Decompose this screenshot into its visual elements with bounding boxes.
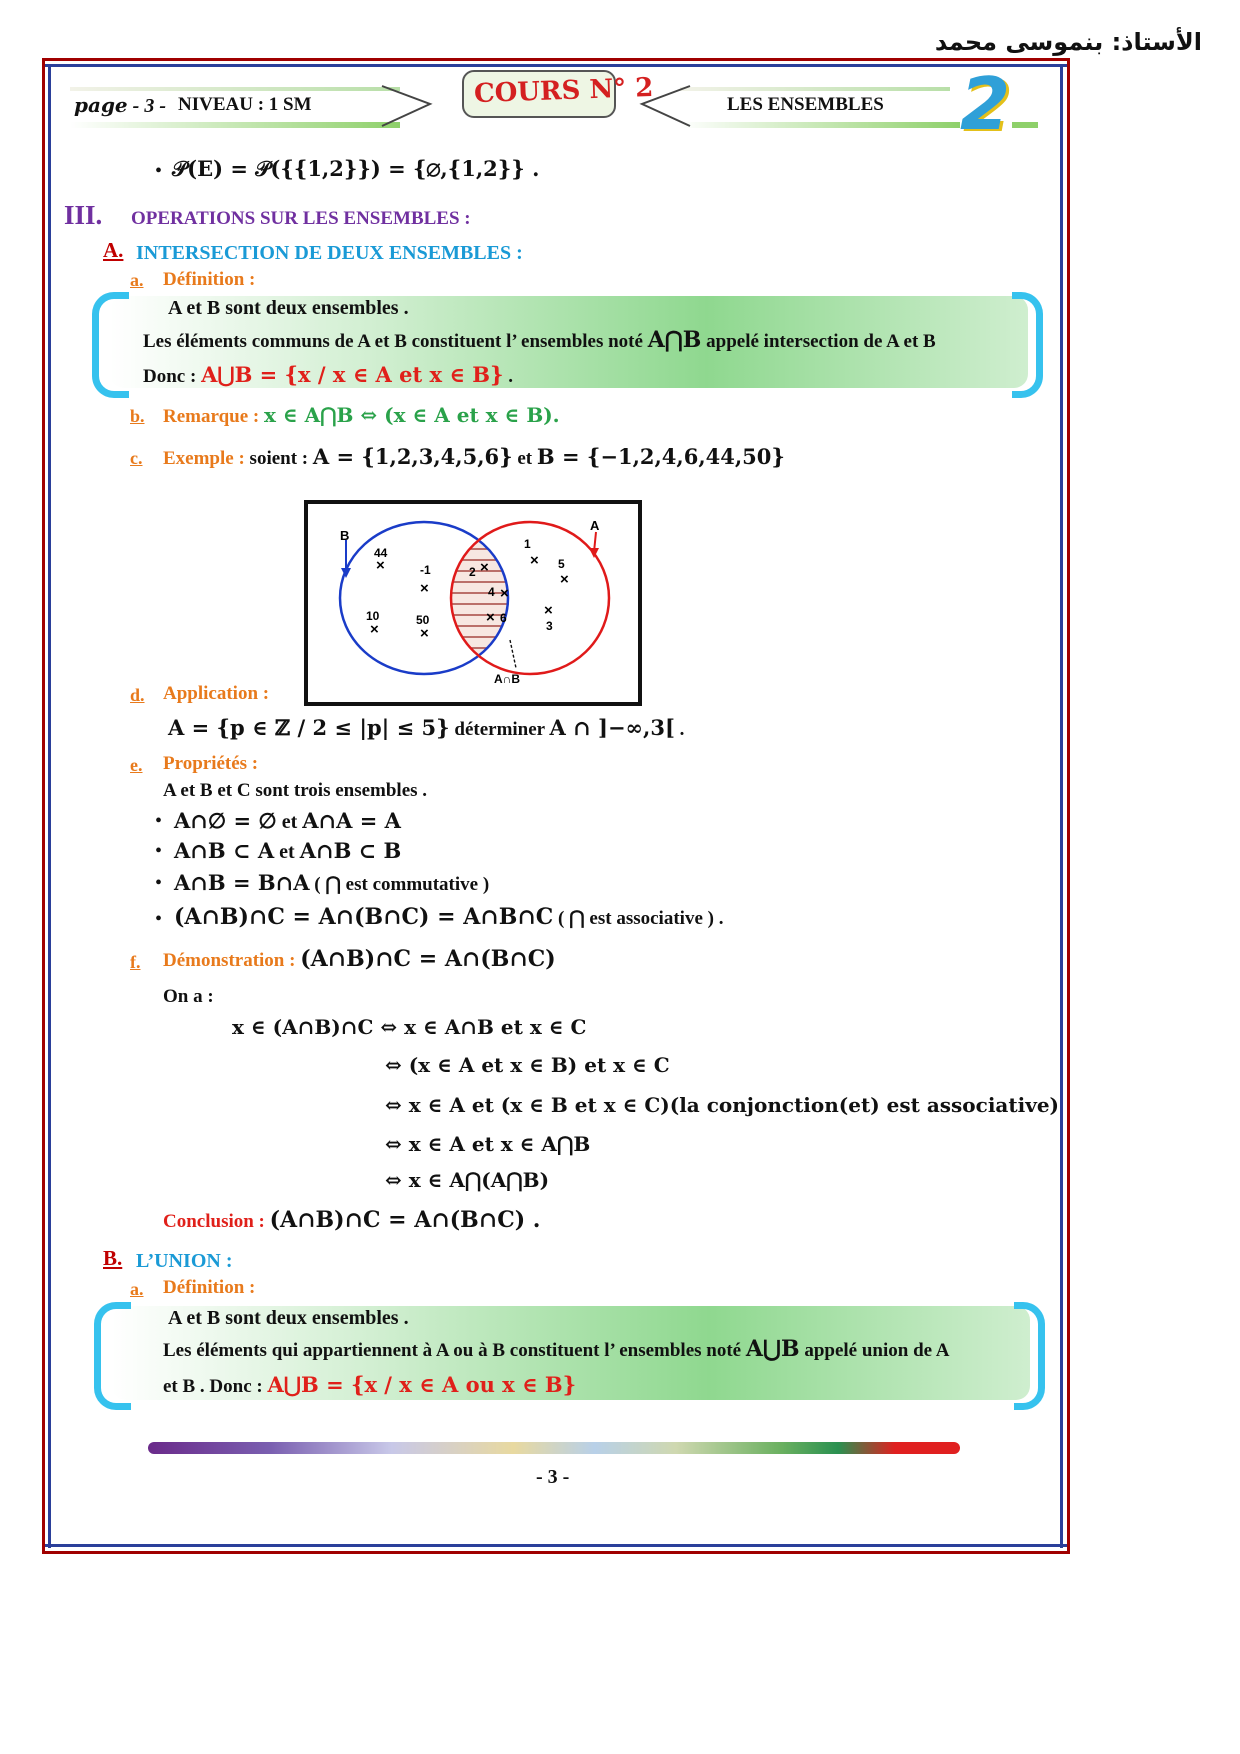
svg-text:×: × xyxy=(420,580,429,597)
chapter-title: LES ENSEMBLES xyxy=(727,94,884,115)
def-b-line1: A et B sont deux ensembles . xyxy=(168,1307,409,1329)
venn-elem-50: 50 xyxy=(416,613,430,627)
author: الأستاذ: بنموسى محمد xyxy=(934,28,1202,56)
part-b-title: L’UNION : xyxy=(136,1250,233,1272)
header-band-left xyxy=(70,87,400,91)
prop-title: Propriétés : xyxy=(163,753,259,774)
def-b-title: Définition : xyxy=(163,1277,256,1298)
demo-ona: On a : xyxy=(163,986,214,1007)
svg-text:×: × xyxy=(420,625,429,642)
venn-elem-1: 1 xyxy=(524,537,531,551)
def-b-line2: Les éléments qui appartiennent à A ou à B constituent l’ ensembles noté A⋃B appelé union de A xyxy=(163,1336,950,1362)
conclusion: Conclusion : (A∩B)∩C = A∩(B∩C) . xyxy=(163,1207,541,1233)
svg-text:×: × xyxy=(544,602,553,619)
svg-text:×: × xyxy=(560,571,569,588)
definition-brace-left xyxy=(92,292,129,398)
venn-elem-10: 10 xyxy=(366,609,380,623)
def-b-letter: a. xyxy=(130,1279,144,1299)
frame-bottom xyxy=(42,1544,1070,1547)
part-a-letter: A. xyxy=(103,238,124,262)
venn-elem-44: 44 xyxy=(374,546,388,560)
prop-4: (A∩B)∩C = A∩(B∩C) = A∩B∩C ( ⋂ est associative ) . xyxy=(174,904,724,930)
svg-text:×: × xyxy=(530,552,539,569)
part-a-title: INTERSECTION DE DEUX ENSEMBLES : xyxy=(136,242,523,264)
venn-elem-5: 5 xyxy=(558,557,565,571)
svg-text:×: × xyxy=(370,621,379,638)
application: A = {p ∈ ℤ / 2 ≤ |p| ≤ 5} déterminer A ∩ ]−∞,3[ . xyxy=(168,715,685,740)
venn-diagram xyxy=(304,500,642,706)
prop-1: A∩∅ = ∅ et A∩A = A xyxy=(174,808,401,833)
header-band-right xyxy=(680,87,950,91)
top-bullet-dot: • xyxy=(155,160,163,182)
venn-elem-2: 2 xyxy=(469,565,476,579)
svg-text:×: × xyxy=(486,609,495,626)
demo-heading: Démonstration : (A∩B)∩C = A∩(B∩C) xyxy=(163,946,556,972)
svg-text:×: × xyxy=(480,559,489,576)
definition-brace-right xyxy=(1012,292,1043,398)
prop-3: A∩B = B∩A ( ⋂ est commutative ) xyxy=(174,870,490,895)
demo-line-3: ⇔ x ∈ A et (x ∈ B et x ∈ C)(la conjonction(et) est associative) xyxy=(385,1093,1060,1117)
venn-label-a: A xyxy=(590,518,600,533)
app-title: Application : xyxy=(163,683,270,704)
page-label: page - 3 - xyxy=(74,93,166,117)
venn-label-inter: A∩B xyxy=(494,672,520,686)
venn-elem-3: 3 xyxy=(546,619,553,633)
demo-line-2: ⇔ (x ∈ A et x ∈ B) et x ∈ C xyxy=(385,1053,670,1077)
frame-right xyxy=(1060,64,1063,1548)
ex-letter: c. xyxy=(130,448,143,468)
union-brace-right xyxy=(1014,1302,1045,1410)
logo-digit: 2 xyxy=(960,62,1011,146)
niveau: NIVEAU : 1 SM xyxy=(178,94,312,115)
frame-top xyxy=(42,58,1070,61)
demo-line-4: ⇔ x ∈ A et x ∈ A⋂B xyxy=(385,1132,591,1156)
footer-bar xyxy=(148,1442,960,1454)
demo-line-5: ⇔ x ∈ A⋂(A⋂B) xyxy=(385,1168,550,1192)
def-a-line1: A et B sont deux ensembles . xyxy=(168,297,409,319)
def-a-line2: Les éléments communs de A et B constituent l’ ensembles noté A⋂B appelé intersection de A et B xyxy=(143,327,936,353)
prop-intro: A et B et C sont trois ensembles . xyxy=(163,780,428,801)
svg-text:×: × xyxy=(376,557,385,574)
prop-letter: e. xyxy=(130,755,143,775)
footer-page-number: - 3 - xyxy=(536,1466,570,1488)
example: Exemple : soient : A = {1,2,3,4,5,6} et B = {−1,2,4,6,44,50} xyxy=(163,444,785,469)
svg-text:×: × xyxy=(500,585,509,602)
remark: Remarque : x ∈ A⋂B ⇔ (x ∈ A et x ∈ B). xyxy=(163,403,560,427)
prop-2: A∩B ⊂ A et A∩B ⊂ B xyxy=(174,838,402,863)
venn-elem-neg1: -1 xyxy=(420,563,431,577)
def-b-line3: et B . Donc : A⋃B = {x / x ∈ A ou x ∈ B} xyxy=(163,1372,577,1397)
app-letter: d. xyxy=(130,685,145,705)
part-b-letter: B. xyxy=(103,1246,123,1270)
venn-label-b: B xyxy=(340,528,350,543)
top-bullet-math: 𝒫(E) = 𝒫({{1,2}}) = {∅,{1,2}} . xyxy=(172,156,540,181)
def-a-title: Définition : xyxy=(163,269,256,290)
section-number: III. xyxy=(64,200,103,230)
section-title: OPERATIONS SUR LES ENSEMBLES : xyxy=(131,208,471,229)
frame-left xyxy=(42,58,45,1554)
demo-line-1: x ∈ (A∩B)∩C ⇔ x ∈ A∩B et x ∈ C xyxy=(232,1015,587,1039)
union-brace-left xyxy=(94,1302,131,1410)
cours-title: COURS N° 2 xyxy=(473,72,654,110)
rem-letter: b. xyxy=(130,406,145,426)
demo-letter: f. xyxy=(130,952,141,972)
def-a-letter: a. xyxy=(130,270,144,290)
venn-elem-6: 6 xyxy=(500,611,507,625)
venn-elem-4: 4 xyxy=(488,585,495,599)
def-a-line3: Donc : A⋃B = {x / x ∈ A et x ∈ B} . xyxy=(143,362,513,387)
